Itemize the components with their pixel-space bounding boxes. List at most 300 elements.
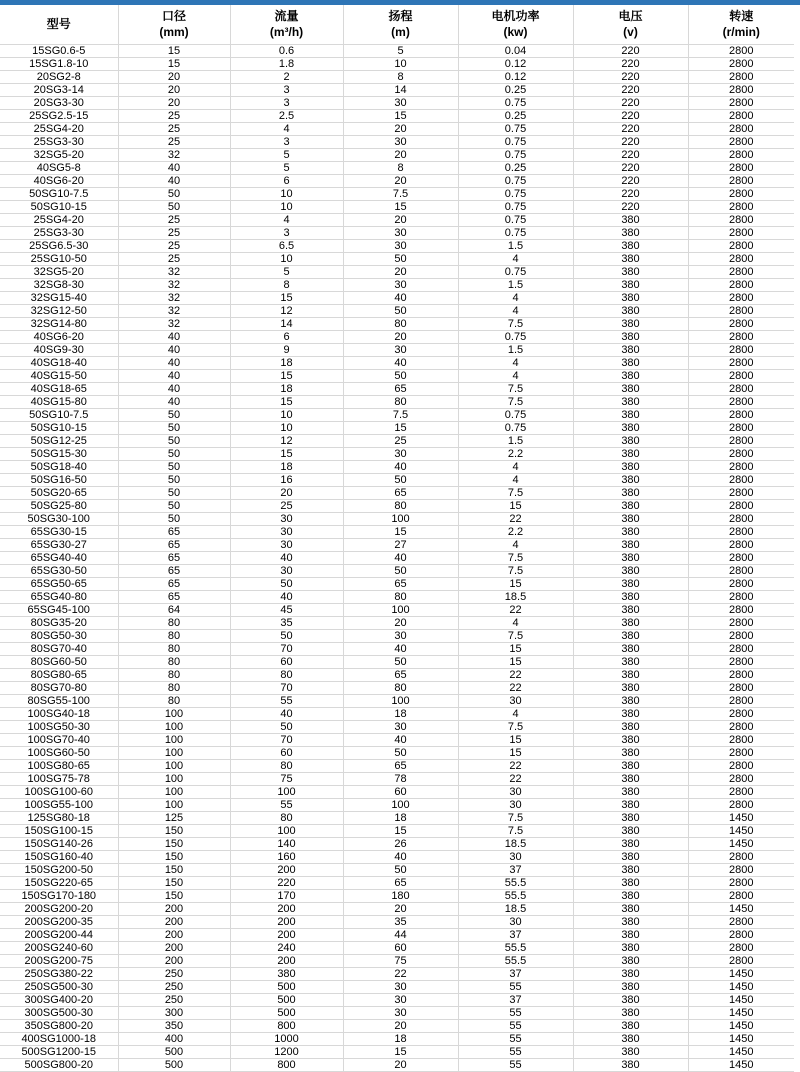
table-row [0, 617, 794, 630]
value-cell: 4 [458, 292, 573, 305]
value-cell: 150 [118, 877, 230, 890]
table-row [0, 344, 794, 357]
value-cell: 0.75 [458, 422, 573, 435]
value-cell: 20 [343, 617, 458, 630]
value-cell: 380 [573, 448, 688, 461]
table-row [0, 591, 794, 604]
model-cell: 32SG15-40 [0, 292, 118, 305]
column-unit: (v) [623, 24, 638, 39]
value-cell: 0.75 [458, 123, 573, 136]
model-cell: 40SG6-20 [0, 331, 118, 344]
model-cell: 400SG1000-18 [0, 1033, 118, 1046]
value-cell: 2800 [688, 292, 794, 305]
table-row [0, 188, 794, 201]
value-cell: 65 [343, 669, 458, 682]
value-cell: 380 [573, 214, 688, 227]
value-cell: 250 [118, 981, 230, 994]
value-cell: 380 [573, 227, 688, 240]
value-cell: 380 [573, 396, 688, 409]
value-cell: 380 [573, 331, 688, 344]
column-label: 电压 [618, 8, 643, 23]
value-cell: 1450 [688, 838, 794, 851]
value-cell: 18 [230, 461, 343, 474]
value-cell: 200 [118, 929, 230, 942]
value-cell: 25 [118, 253, 230, 266]
table-row [0, 305, 794, 318]
value-cell: 2800 [688, 71, 794, 84]
value-cell: 50 [343, 305, 458, 318]
table-row [0, 513, 794, 526]
value-cell: 30 [458, 799, 573, 812]
value-cell: 300 [118, 1007, 230, 1020]
model-cell: 100SG80-65 [0, 760, 118, 773]
model-cell: 40SG5-8 [0, 162, 118, 175]
value-cell: 240 [230, 942, 343, 955]
value-cell: 8 [343, 71, 458, 84]
value-cell: 2800 [688, 474, 794, 487]
table-row [0, 981, 794, 994]
value-cell: 9 [230, 344, 343, 357]
value-cell: 6.5 [230, 240, 343, 253]
value-cell: 7.5 [458, 318, 573, 331]
table-row [0, 474, 794, 487]
value-cell: 20 [343, 123, 458, 136]
value-cell: 380 [573, 370, 688, 383]
value-cell: 2800 [688, 461, 794, 474]
value-cell: 1450 [688, 968, 794, 981]
value-cell: 170 [230, 890, 343, 903]
value-cell: 220 [573, 45, 688, 58]
model-cell: 40SG6-20 [0, 175, 118, 188]
value-cell: 80 [343, 591, 458, 604]
value-cell: 20 [343, 266, 458, 279]
value-cell: 2800 [688, 578, 794, 591]
column-label: 流量 [274, 8, 299, 23]
value-cell: 380 [573, 695, 688, 708]
model-cell: 500SG800-20 [0, 1059, 118, 1072]
value-cell: 2800 [688, 565, 794, 578]
value-cell: 80 [118, 617, 230, 630]
table-row [0, 812, 794, 825]
value-cell: 150 [118, 851, 230, 864]
table-row [0, 838, 794, 851]
value-cell: 380 [573, 409, 688, 422]
value-cell: 30 [343, 448, 458, 461]
value-cell: 50 [230, 721, 343, 734]
value-cell: 220 [573, 188, 688, 201]
value-cell: 380 [573, 1059, 688, 1072]
value-cell: 380 [573, 240, 688, 253]
model-cell: 32SG12-50 [0, 305, 118, 318]
value-cell: 3 [230, 84, 343, 97]
value-cell: 380 [573, 942, 688, 955]
value-cell: 800 [230, 1059, 343, 1072]
value-cell: 100 [118, 734, 230, 747]
value-cell: 4 [458, 474, 573, 487]
table-row [0, 721, 794, 734]
value-cell: 78 [343, 773, 458, 786]
value-cell: 2800 [688, 383, 794, 396]
value-cell: 140 [230, 838, 343, 851]
value-cell: 380 [573, 1007, 688, 1020]
value-cell: 20 [343, 1059, 458, 1072]
value-cell: 380 [573, 1046, 688, 1059]
value-cell: 4 [458, 461, 573, 474]
value-cell: 75 [343, 955, 458, 968]
value-cell: 2800 [688, 123, 794, 136]
model-cell: 50SG18-40 [0, 461, 118, 474]
value-cell: 2800 [688, 643, 794, 656]
value-cell: 200 [118, 916, 230, 929]
value-cell: 200 [230, 929, 343, 942]
column-unit: (kw) [503, 24, 528, 39]
value-cell: 380 [573, 955, 688, 968]
model-cell: 80SG70-80 [0, 682, 118, 695]
value-cell: 0.75 [458, 175, 573, 188]
value-cell: 380 [573, 279, 688, 292]
table-row [0, 539, 794, 552]
model-cell: 65SG30-50 [0, 565, 118, 578]
value-cell: 6 [230, 175, 343, 188]
value-cell: 8 [343, 162, 458, 175]
value-cell: 65 [118, 526, 230, 539]
value-cell: 40 [118, 344, 230, 357]
value-cell: 15 [343, 825, 458, 838]
column-unit: (r/min) [722, 24, 760, 39]
value-cell: 22 [458, 669, 573, 682]
value-cell: 18 [230, 383, 343, 396]
value-cell: 15 [230, 292, 343, 305]
value-cell: 0.04 [458, 45, 573, 58]
model-cell: 350SG800-20 [0, 1020, 118, 1033]
value-cell: 6 [230, 331, 343, 344]
value-cell: 40 [118, 370, 230, 383]
table-row [0, 968, 794, 981]
value-cell: 2.2 [458, 526, 573, 539]
value-cell: 40 [230, 552, 343, 565]
value-cell: 380 [573, 877, 688, 890]
value-cell: 65 [343, 487, 458, 500]
table-row [0, 318, 794, 331]
value-cell: 7.5 [458, 812, 573, 825]
value-cell: 30 [343, 630, 458, 643]
value-cell: 20 [118, 71, 230, 84]
table-row [0, 604, 794, 617]
value-cell: 15 [230, 396, 343, 409]
value-cell: 220 [573, 201, 688, 214]
value-cell: 380 [573, 526, 688, 539]
value-cell: 25 [118, 214, 230, 227]
value-cell: 4 [230, 214, 343, 227]
value-cell: 380 [573, 435, 688, 448]
model-cell: 15SG0.6-5 [0, 45, 118, 58]
value-cell: 7.5 [343, 409, 458, 422]
value-cell: 380 [573, 786, 688, 799]
model-cell: 200SG200-35 [0, 916, 118, 929]
value-cell: 200 [230, 903, 343, 916]
column-header [458, 5, 573, 45]
table-row [0, 747, 794, 760]
value-cell: 70 [230, 682, 343, 695]
table-row [0, 1033, 794, 1046]
value-cell: 2800 [688, 864, 794, 877]
value-cell: 50 [230, 630, 343, 643]
value-cell: 2800 [688, 773, 794, 786]
table-row [0, 786, 794, 799]
value-cell: 80 [118, 669, 230, 682]
table-row [0, 487, 794, 500]
column-label: 转速 [729, 8, 754, 23]
value-cell: 18.5 [458, 838, 573, 851]
value-cell: 380 [573, 864, 688, 877]
value-cell: 22 [343, 968, 458, 981]
value-cell: 2800 [688, 448, 794, 461]
value-cell: 2800 [688, 890, 794, 903]
value-cell: 380 [573, 344, 688, 357]
value-cell: 100 [343, 695, 458, 708]
value-cell: 30 [230, 539, 343, 552]
value-cell: 200 [118, 942, 230, 955]
model-cell: 80SG80-65 [0, 669, 118, 682]
column-unit: (m) [391, 24, 410, 39]
value-cell: 32 [118, 266, 230, 279]
value-cell: 15 [343, 422, 458, 435]
column-unit: (m³/h) [269, 24, 304, 39]
model-cell: 300SG400-20 [0, 994, 118, 1007]
value-cell: 3 [230, 97, 343, 110]
value-cell: 25 [230, 500, 343, 513]
model-cell: 65SG50-65 [0, 578, 118, 591]
value-cell: 2800 [688, 58, 794, 71]
table-row [0, 1046, 794, 1059]
value-cell: 380 [573, 929, 688, 942]
value-cell: 0.75 [458, 227, 573, 240]
value-cell: 8 [230, 279, 343, 292]
value-cell: 30 [343, 136, 458, 149]
value-cell: 200 [230, 916, 343, 929]
value-cell: 100 [343, 604, 458, 617]
table-row [0, 864, 794, 877]
value-cell: 380 [573, 1020, 688, 1033]
value-cell: 40 [118, 162, 230, 175]
value-cell: 4 [230, 123, 343, 136]
value-cell: 18 [343, 708, 458, 721]
value-cell: 15 [230, 370, 343, 383]
table-row [0, 682, 794, 695]
value-cell: 380 [573, 734, 688, 747]
value-cell: 40 [343, 734, 458, 747]
value-cell: 80 [118, 656, 230, 669]
value-cell: 40 [343, 461, 458, 474]
value-cell: 150 [118, 864, 230, 877]
value-cell: 380 [573, 838, 688, 851]
value-cell: 10 [230, 201, 343, 214]
value-cell: 7.5 [458, 383, 573, 396]
table-row [0, 461, 794, 474]
value-cell: 22 [458, 604, 573, 617]
value-cell: 2800 [688, 318, 794, 331]
table-row [0, 552, 794, 565]
value-cell: 35 [343, 916, 458, 929]
value-cell: 50 [118, 448, 230, 461]
value-cell: 220 [573, 71, 688, 84]
model-cell: 40SG15-80 [0, 396, 118, 409]
table-row [0, 422, 794, 435]
model-cell: 50SG30-100 [0, 513, 118, 526]
table-row [0, 45, 794, 58]
value-cell: 0.12 [458, 71, 573, 84]
model-cell: 65SG45-100 [0, 604, 118, 617]
value-cell: 65 [118, 578, 230, 591]
model-cell: 65SG40-40 [0, 552, 118, 565]
table-row [0, 773, 794, 786]
value-cell: 220 [573, 149, 688, 162]
column-header [230, 5, 343, 45]
value-cell: 60 [343, 942, 458, 955]
value-cell: 0.75 [458, 188, 573, 201]
column-header [688, 5, 794, 45]
value-cell: 55 [458, 1059, 573, 1072]
value-cell: 200 [230, 955, 343, 968]
value-cell: 18 [343, 812, 458, 825]
table-row [0, 71, 794, 84]
value-cell: 380 [573, 708, 688, 721]
value-cell: 0.75 [458, 201, 573, 214]
value-cell: 2800 [688, 799, 794, 812]
table-row [0, 331, 794, 344]
value-cell: 55.5 [458, 890, 573, 903]
value-cell: 2.5 [230, 110, 343, 123]
model-cell: 20SG3-30 [0, 97, 118, 110]
value-cell: 500 [118, 1046, 230, 1059]
value-cell: 2800 [688, 955, 794, 968]
value-cell: 40 [230, 708, 343, 721]
model-cell: 65SG30-27 [0, 539, 118, 552]
value-cell: 50 [118, 487, 230, 500]
value-cell: 0.6 [230, 45, 343, 58]
column-label: 型号 [46, 16, 71, 31]
value-cell: 380 [573, 994, 688, 1007]
value-cell: 5 [230, 266, 343, 279]
model-cell: 50SG15-30 [0, 448, 118, 461]
value-cell: 380 [573, 981, 688, 994]
value-cell: 200 [118, 903, 230, 916]
value-cell: 60 [230, 747, 343, 760]
model-cell: 40SG18-40 [0, 357, 118, 370]
value-cell: 380 [573, 604, 688, 617]
table-row [0, 955, 794, 968]
model-cell: 15SG1.8-10 [0, 58, 118, 71]
value-cell: 80 [343, 500, 458, 513]
value-cell: 100 [343, 799, 458, 812]
value-cell: 220 [573, 58, 688, 71]
value-cell: 4 [458, 305, 573, 318]
value-cell: 30 [230, 513, 343, 526]
value-cell: 37 [458, 994, 573, 1007]
value-cell: 3 [230, 136, 343, 149]
value-cell: 380 [573, 487, 688, 500]
value-cell: 380 [573, 851, 688, 864]
value-cell: 380 [573, 292, 688, 305]
value-cell: 2800 [688, 84, 794, 97]
value-cell: 100 [118, 799, 230, 812]
value-cell: 15 [343, 526, 458, 539]
table-row [0, 1059, 794, 1072]
value-cell: 220 [573, 97, 688, 110]
value-cell: 14 [343, 84, 458, 97]
value-cell: 2800 [688, 240, 794, 253]
value-cell: 2800 [688, 669, 794, 682]
model-cell: 25SG3-30 [0, 136, 118, 149]
model-cell: 50SG10-15 [0, 201, 118, 214]
value-cell: 37 [458, 968, 573, 981]
model-cell: 65SG40-80 [0, 591, 118, 604]
value-cell: 380 [573, 825, 688, 838]
value-cell: 2800 [688, 552, 794, 565]
model-cell: 32SG14-80 [0, 318, 118, 331]
value-cell: 150 [118, 838, 230, 851]
value-cell: 15 [343, 110, 458, 123]
value-cell: 40 [118, 331, 230, 344]
table-row [0, 851, 794, 864]
value-cell: 80 [118, 695, 230, 708]
value-cell: 2800 [688, 695, 794, 708]
header-row [0, 5, 794, 45]
table-row [0, 903, 794, 916]
value-cell: 55 [458, 1046, 573, 1059]
table-row [0, 149, 794, 162]
column-header [118, 5, 230, 45]
value-cell: 18 [230, 357, 343, 370]
value-cell: 7.5 [458, 825, 573, 838]
table-header [0, 5, 794, 45]
value-cell: 50 [118, 409, 230, 422]
value-cell: 5 [343, 45, 458, 58]
value-cell: 10 [230, 422, 343, 435]
model-cell: 250SG380-22 [0, 968, 118, 981]
table-row [0, 799, 794, 812]
value-cell: 250 [118, 968, 230, 981]
value-cell: 50 [343, 474, 458, 487]
value-cell: 380 [573, 357, 688, 370]
value-cell: 100 [118, 747, 230, 760]
value-cell: 37 [458, 864, 573, 877]
value-cell: 18.5 [458, 591, 573, 604]
value-cell: 2800 [688, 253, 794, 266]
value-cell: 4 [458, 357, 573, 370]
value-cell: 20 [343, 149, 458, 162]
value-cell: 0.75 [458, 214, 573, 227]
table-row [0, 84, 794, 97]
value-cell: 180 [343, 890, 458, 903]
value-cell: 2800 [688, 929, 794, 942]
table-row [0, 695, 794, 708]
value-cell: 1.5 [458, 344, 573, 357]
value-cell: 25 [118, 123, 230, 136]
value-cell: 380 [573, 799, 688, 812]
model-cell: 80SG55-100 [0, 695, 118, 708]
value-cell: 500 [118, 1059, 230, 1072]
table-row [0, 357, 794, 370]
value-cell: 55 [230, 799, 343, 812]
table-row [0, 669, 794, 682]
value-cell: 1.5 [458, 435, 573, 448]
model-cell: 40SG9-30 [0, 344, 118, 357]
value-cell: 100 [118, 721, 230, 734]
value-cell: 2800 [688, 175, 794, 188]
value-cell: 380 [573, 1033, 688, 1046]
value-cell: 2800 [688, 45, 794, 58]
